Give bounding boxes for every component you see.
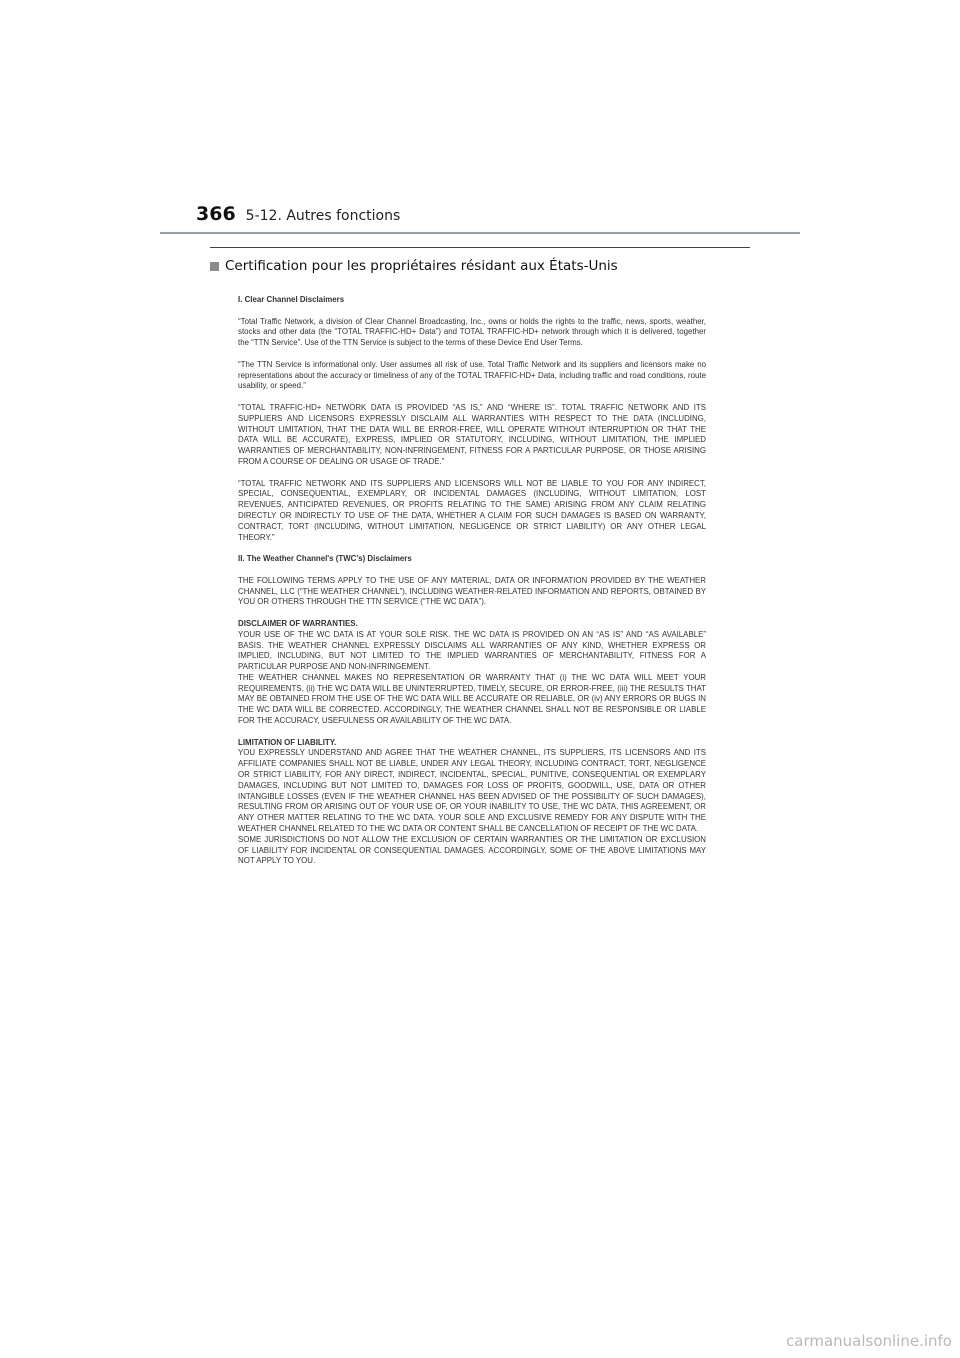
- page-header: [196, 203, 400, 233]
- subtitle: [210, 258, 618, 274]
- paragraph: YOUR USE OF THE WC DATA IS AT YOUR SOLE RISK. THE WC DATA IS PROVIDED ON AN “AS IS” AND “AS AVAILABLE” BASIS. THE WEATHER CHANNEL EXPRESSLY DISCLAIMS ALL WARRANTIES OF ANY KIND, WHETHER EXPRESS OR IMPLIED, INCLUDING, BUT NOT LIMITED TO THE IMPLIED WARRANTIES OF MERCHANTABILITY, FITNESS FOR A PARTICULAR PURPOSE AND NON-INFRINGEMENT.: [238, 629, 706, 672]
- page-number: 366: [196, 203, 236, 225]
- heading-disclaimer-of-warranties: DISCLAIMER OF WARRANTIES.: [238, 618, 358, 628]
- paragraph: “The TTN Service is informational only. User assumes all risk of use. Total Traffic Network and its suppliers and licensors make no representations about the accuracy or timeliness of any of the TOTAL TRAFFIC-HD+ Data, including traffic and road conditions, route usability, or speed.”: [238, 359, 706, 391]
- paragraph: “TOTAL TRAFFIC-HD+ NETWORK DATA IS PROVIDED “AS IS,” AND “WHERE IS”. TOTAL TRAFFIC NETWORK AND ITS SUPPLIERS AND LICENSORS EXPRESSLY DISCLAIM ALL WARRANTIES WITH RESPECT TO THE DATA (INCLUDING, WITHOUT LIMITATION, THAT THE DATA WILL BE ERROR-FREE, WILL OPERATE WITHOUT INTERRUPTION OR THAT THE DATA WILL BE ACCURATE), EXPRESS, IMPLIED OR STATUTORY, INCLUDING, WITHOUT LIMITATION, THE IMPLIED WARRANTIES OF MERCHANTABILITY, NON-INFRINGEMENT, FITNESS FOR A PARTICULAR PURPOSE, OR THOSE ARISING FROM A COURSE OF DEALING OR USAGE OF TRADE.”: [238, 402, 706, 466]
- paragraph: THE WEATHER CHANNEL MAKES NO REPRESENTATION OR WARRANTY THAT (i) THE WC DATA WILL MEET YOUR REQUIREMENTS, (ii) THE WC DATA WILL BE UNINTERRUPTED, TIMELY, SECURE, OR ERROR-FREE, (iii) THE RESULTS THAT MAY BE OBTAINED FROM THE USE OF THE WC DATA WILL BE ACCURATE OR RELIABLE, OR (iv) ANY ERRORS OR BUGS IN THE WC DATA WILL BE CORRECTED. ACCORDINGLY, THE WEATHER CHANNEL SHALL NOT BE RESPONSIBLE OR LIABLE FOR THE ACCURACY, USEFULNESS OR AVAILABILITY OF THE WC DATA.: [238, 672, 706, 726]
- disclaimer-document: [238, 295, 706, 878]
- square-bullet-icon: [210, 262, 219, 271]
- subtitle-rule: [210, 247, 750, 248]
- paragraph: “TOTAL TRAFFIC NETWORK AND ITS SUPPLIERS AND LICENSORS WILL NOT BE LIABLE TO YOU FOR ANY INDIRECT, SPECIAL, CONSEQUENTIAL, EXEMPLARY, OR INCIDENTAL DAMAGES (INCLUDING, WITHOUT LIMITATION, LOST REVENUES, ANTICIPATED REVENUES, OR PROFITS RELATING TO THE SAME) ARISING FROM ANY CLAIM RELATING DIRECTLY OR INDIRECTLY TO USE OF THE DATA, WHETHER A CLAIM FOR SUCH DAMAGES IS BASED ON WARRANTY, CONTRACT, TORT (INCLUDING, WITHOUT LIMITATION, NEGLIGENCE OR STRICT LIABILITY) OR ANY OTHER LEGAL THEORY.”: [238, 478, 706, 542]
- paragraph: THE FOLLOWING TERMS APPLY TO THE USE OF ANY MATERIAL, DATA OR INFORMATION PROVIDED BY THE WEATHER CHANNEL, LLC (“THE WEATHER CHANNEL”), INCLUDING WEATHER-RELATED INFORMATION AND REPORTS, OBTAINED BY YOU OR OTHERS THROUGH THE TTN SERVICE (“THE WC DATA”).: [238, 575, 706, 607]
- header-rule: [160, 232, 800, 234]
- heading-clear-channel: I. Clear Channel Disclaimers: [238, 295, 345, 304]
- section-title: 5-12. Autres fonctions: [245, 208, 401, 224]
- heading-weather-channel: II. The Weather Channel's (TWC's) Disclaimers: [238, 554, 412, 564]
- subtitle-text: Certification pour les propriétaires résidant aux États-Unis: [225, 258, 618, 274]
- paragraph: SOME JURISDICTIONS DO NOT ALLOW THE EXCLUSION OF CERTAIN WARRANTIES OR THE LIMITATION OR EXCLUSION OF LIABILITY FOR INCIDENTAL OR CONSEQUENTIAL DAMAGES. ACCORDINGLY, SOME OF THE ABOVE LIMITATIONS MAY NOT APPLY TO YOU.: [238, 834, 706, 866]
- paragraph: YOU EXPRESSLY UNDERSTAND AND AGREE THAT THE WEATHER CHANNEL, ITS SUPPLIERS, ITS LICENSORS AND ITS AFFILIATE COMPANIES SHALL NOT BE LIABLE, UNDER ANY LEGAL THEORY, INCLUDING CONTRACT, TORT, NEGLIGENCE OR STRICT LIABILITY, FOR ANY DIRECT, INDIRECT, INCIDENTAL, SPECIAL, PUNITIVE, CONSEQUENTIAL OR EXEMPLARY DAMAGES, INCLUDING BUT NOT LIMITED TO, DAMAGES FOR LOSS OF PROFITS, GOODWILL, USE, DATA OR OTHER INTANGIBLE LOSSES (EVEN IF THE WEATHER CHANNEL HAS BEEN ADVISED OF THE POSSIBILITY OF SUCH DAMAGES), RESULTING FROM OR ARISING OUT OF YOUR USE OF, OR YOUR INABILITY TO USE, THE WC DATA, THIS AGREEMENT, OR ANY OTHER MATTER RELATING TO THE WC DATA. YOUR SOLE AND EXCLUSIVE REMEDY FOR ANY DISPUTE WITH THE WEATHER CHANNEL RELATED TO THE WC DATA OR CONTENT SHALL BE CANCELLATION OF RECEIPT OF THE WC DATA.: [238, 748, 706, 834]
- paragraph: “Total Traffic Network, a division of Clear Channel Broadcasting, Inc., owns or holds the rights to the traffic, news, sports, weather, stocks and other data (the “TOTAL TRAFFIC-HD+ Data”) and TOTAL TRAFFIC-HD+ network through which it is delivered, together the “TTN Service”. Use of the TTN Service is subject to the terms of these Device End User Terms.: [238, 316, 706, 348]
- watermark: carmanualsonline.info: [786, 1332, 952, 1350]
- heading-limitation-of-liability: LIMITATION OF LIABILITY.: [238, 737, 337, 747]
